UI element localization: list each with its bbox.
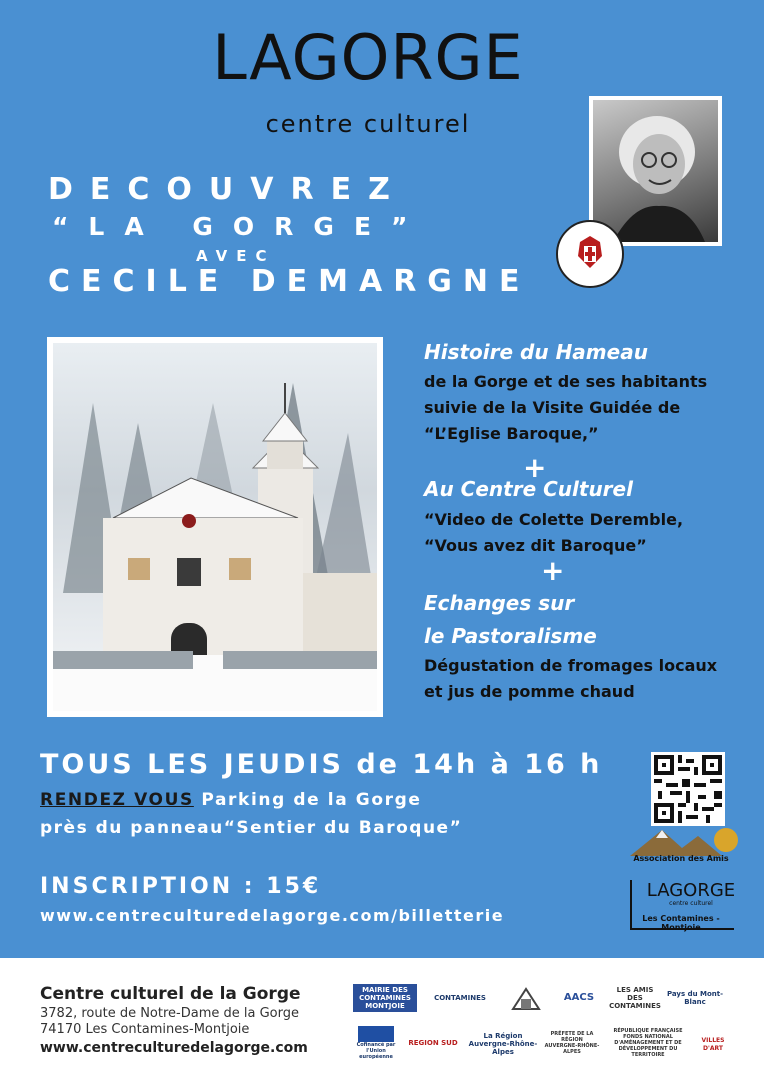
meeting-point [40, 790, 422, 810]
meeting-place: Parking de la Gorge [193, 790, 422, 810]
headline-line2: “LA GORGE” [52, 212, 428, 241]
sponsor-villes-art-logo: VILLES D'ART [701, 1037, 725, 1052]
sponsor-contamines-logo: CONTAMINES [434, 994, 486, 1002]
sponsor-amis-logo: LES AMIS DES CONTAMINES [609, 986, 661, 1010]
schedule-text: TOUS LES JEUDIS de 14h à 16 h [40, 749, 603, 780]
sponsor-region-sud-logo: REGION SUD [408, 1039, 458, 1047]
sponsor-mairie-logo: MAIRIE DES CONTAMINES MONTJOIE [353, 984, 417, 1012]
sponsor-emblem-logo [505, 984, 547, 1012]
program-item3-line2: et jus de pomme chaud [424, 682, 635, 701]
footer-address-1: 3782, route de Notre-Dame de la Gorge [40, 1006, 299, 1021]
guides-patrimoine-seal [556, 220, 624, 288]
meeting-label: RENDEZ VOUS [40, 790, 194, 810]
footer-address-2: 74170 Les Contamines-Montjoie [40, 1022, 250, 1037]
church-photo [47, 337, 383, 717]
plus-sign-2: + [541, 554, 565, 587]
association-logo-sub: centre culturel [669, 900, 713, 907]
program-item2-line2: “Vous avez dit Baroque” [424, 536, 647, 555]
program-item3-title-a: Echanges sur [424, 591, 575, 615]
program-item1-line2: suivie de la Visite Guidée de [424, 398, 681, 417]
headline-line4: CECILE DEMARGNE [48, 264, 531, 299]
sponsor-eu-logo: Cofinancé par l'Union européenne [353, 1026, 399, 1060]
association-logo-text: LAGORGE [646, 880, 736, 901]
sponsor-region-ara-logo: La Région Auvergne-Rhône-Alpes [468, 1032, 538, 1056]
headline-line3: AVEC [196, 247, 276, 265]
logo-title: LAGORGE [212, 21, 524, 94]
program-item1-line3: “L’Eglise Baroque,” [424, 424, 599, 443]
sponsor-prefete-logo: PRÉFETE DE LA RÉGION AUVERGNE-RHÔNE-ALPES [544, 1031, 600, 1055]
qr-code[interactable] [651, 752, 725, 826]
program-item3-line1: Dégustation de fromages locaux [424, 656, 718, 675]
headline-line1: DECOUVREZ [48, 172, 407, 207]
inscription-price: INSCRIPTION : 15€ [40, 874, 322, 899]
program-item3-title-b: le Pastoralisme [424, 624, 597, 648]
association-name: Association des Amis [633, 854, 729, 863]
program-item2-title: Au Centre Culturel [424, 477, 633, 501]
program-item1-title: Histoire du Hameau [424, 340, 648, 364]
plus-sign-1: + [523, 451, 547, 484]
logo-subtitle: centre culturel [265, 110, 471, 138]
ticket-url-link[interactable]: www.centreculturedelagorge.com/billetterie [40, 906, 505, 925]
program-item2-line1: “Video de Colette Deremble, [424, 510, 684, 529]
meeting-near: près du panneau“Sentier du Baroque” [40, 818, 463, 838]
sponsor-aacs-logo: AACS [563, 992, 595, 1003]
program-item1-line1: de la Gorge et de ses habitants [424, 372, 708, 391]
footer-name: Centre culturel de la Gorge [40, 984, 301, 1004]
sponsor-fnadt-logo: RÉPUBLIQUE FRANÇAISE FONDS NATIONAL D'AMÉNAGEMENT ET DE DÉVELOPPEMENT DU TERRITOIRE [613, 1028, 683, 1058]
sponsor-pays-mont-blanc-logo: Pays du Mont-Blanc [666, 990, 724, 1006]
association-place: Les Contamines - Montjoie [642, 914, 720, 932]
association-logo [622, 826, 740, 942]
footer-website-link[interactable]: www.centreculturedelagorge.com [40, 1040, 308, 1056]
